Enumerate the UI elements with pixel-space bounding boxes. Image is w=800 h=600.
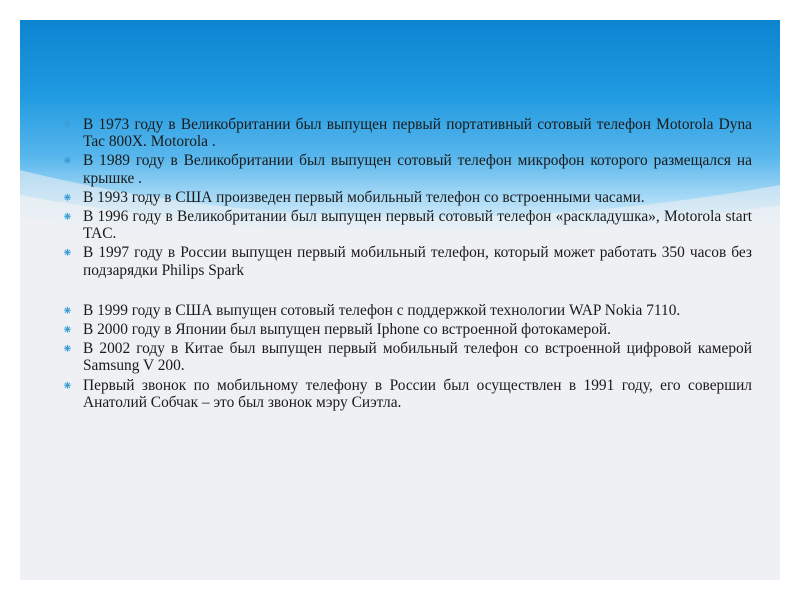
bullet-icon: ⁕ <box>62 302 73 318</box>
list-item-text: В 1993 году в США произведен первый мобильный телефон со встроенными часами. <box>83 188 645 206</box>
list-item-text: В 1973 году в Великобритании был выпущен первый портативный сотовый телефон Motorola Dyna Tac 800X. Motorola . <box>83 116 752 151</box>
bullet-icon: ⁕ <box>62 341 73 357</box>
list-item <box>62 377 752 411</box>
list-item-text: В 1996 году в Великобритании был выпущен первый сотовый телефон «раскладушка», Motorola start TAC. <box>83 208 752 243</box>
list-item <box>62 208 752 242</box>
bullet-icon: ⁕ <box>62 377 73 393</box>
list-item <box>62 321 752 338</box>
bullet-icon: ⁕ <box>62 322 73 338</box>
list-item-text: В 2002 году в Китае был выпущен первый мобильный телефон со встроенной цифровой камерой Samsung V 200. <box>83 340 752 375</box>
list-item-text: Первый звонок по мобильному телефону в России был осуществлен в 1991 году, его совершил Анатолий Собчак – это был звонок мэру Сиэтла. <box>83 376 752 411</box>
list-item <box>62 116 752 150</box>
bullet-list <box>62 116 752 413</box>
list-item <box>62 302 752 319</box>
list-item <box>62 189 752 206</box>
bullet-icon: ⁕ <box>62 189 73 205</box>
list-item-text: В 1999 году в США выпущен сотовый телефон с поддержкой технологии WAP Nokia 7110. <box>83 301 681 319</box>
list-item-text: В 1997 году в России выпущен первый мобильный телефон, который может работать 350 часов без подзарядки Philips Spark <box>83 244 752 279</box>
list-item-text: В 1989 году в Великобритании был выпущен сотовый телефон микрофон которого размещался на крышке . <box>83 152 752 187</box>
list-item <box>62 244 752 278</box>
slide <box>20 20 780 580</box>
bullet-icon: ⁕ <box>62 209 73 225</box>
bullet-icon: ⁕ <box>62 117 73 132</box>
list-item-text: В 2000 году в Японии был выпущен первый Iphone со встроенной фотокамерой. <box>83 321 611 339</box>
bullet-icon: ⁕ <box>62 153 73 169</box>
bullet-icon: ⁕ <box>62 245 73 261</box>
list-item <box>62 340 752 374</box>
list-item <box>62 152 752 186</box>
